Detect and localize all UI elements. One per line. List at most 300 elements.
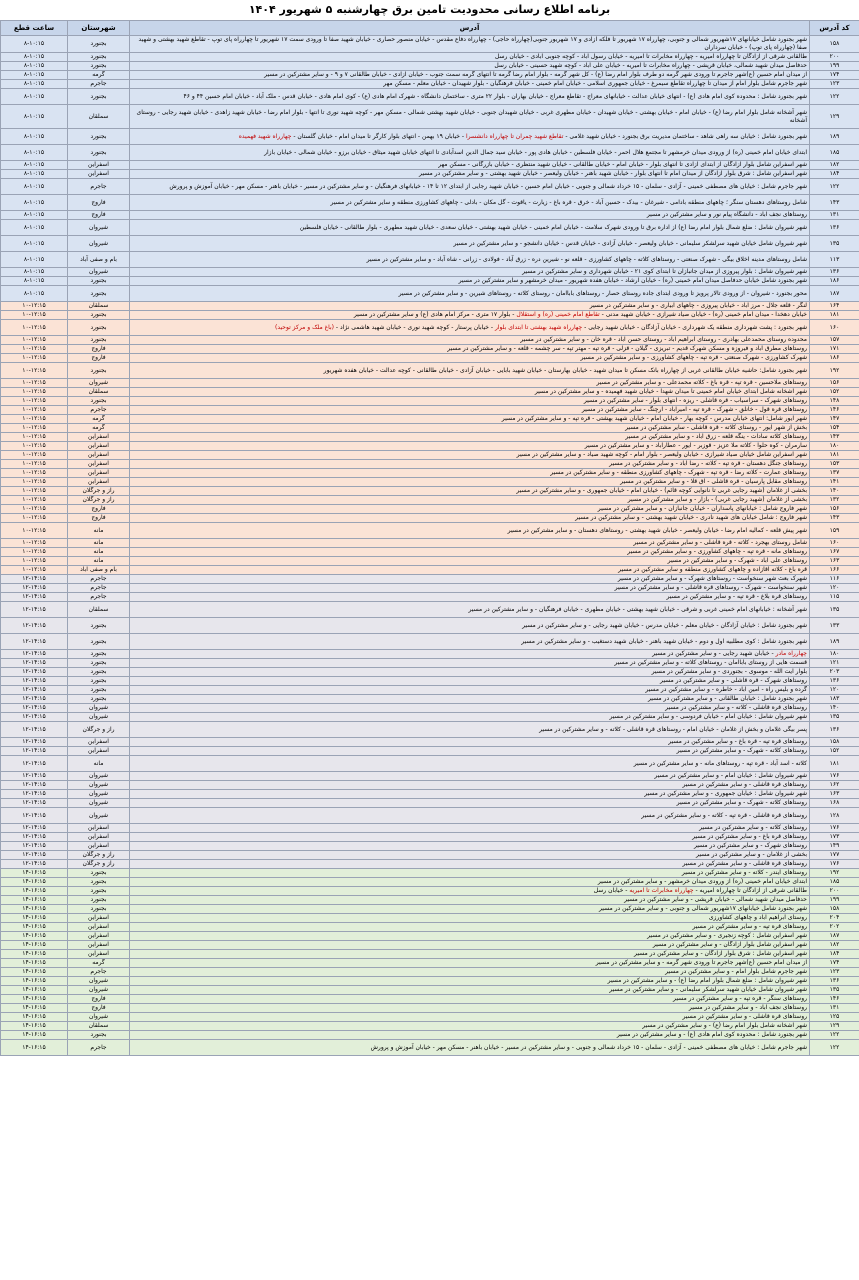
cell-address: شهر پیش قلعه - کمالیه امام رضا - خیابان ولیعصر - خیابان شهید بهشتی - روستاهای دهستان - و سایر مشترکین در مسیر (130, 523, 810, 539)
cell-address: لنگر - قلعه جلال - مرز آباد - خیابان پیروزی - چاههای آبیاری - و سایر مشترکین در مسیر (130, 302, 810, 311)
cell-code: ۱۶۶ (810, 566, 859, 575)
cell-code: ۱۵۶ (810, 505, 859, 514)
cell-address: شهر بجنورد شامل خیابانهای ۱۷شهریور شمالی و جنوبی - و سایر مشترکین در مسیر (130, 905, 810, 914)
cell-city: راز و جرگلان (68, 496, 130, 505)
cell-time: ۱۰-۱۲:۱۵ (1, 433, 68, 442)
table-row (1, 415, 859, 424)
cell-city: اسفراین (68, 747, 130, 756)
table-row (1, 722, 859, 738)
table-row (1, 695, 859, 704)
table-row (1, 968, 859, 977)
cell-time: ۱۰-۱۲:۱۵ (1, 363, 68, 379)
cell-address: روستاهای شهرک - و سایر مشترکین در مسیر (130, 842, 810, 851)
cell-time: ۱۰-۱۲:۱۵ (1, 451, 68, 460)
table-row (1, 833, 859, 842)
table-row (1, 514, 859, 523)
cell-code: ۱۹۹ (810, 62, 859, 71)
cell-time: ۱۰-۱۲:۱۵ (1, 320, 68, 336)
cell-code: ۱۲۸ (810, 808, 859, 824)
table-row (1, 211, 859, 220)
cell-city: مانه (68, 539, 130, 548)
cell-time: ۱۲-۱۴:۱۵ (1, 860, 68, 869)
cell-code: ۱۶۰ (810, 320, 859, 336)
table-row (1, 1031, 859, 1040)
cell-time: ۱۴-۱۶:۱۵ (1, 914, 68, 923)
cell-code: ۱۳۶ (810, 677, 859, 686)
cell-code: ۱۸۵ (810, 145, 859, 161)
cell-city: سملقان (68, 105, 130, 129)
table-row (1, 584, 859, 593)
table-row (1, 869, 859, 878)
cell-code: ۱۲۲ (810, 1040, 859, 1056)
cell-city: سملقان (68, 388, 130, 397)
cell-code: ۱۱۶ (810, 575, 859, 584)
cell-time: ۱۲-۱۴:۱۵ (1, 790, 68, 799)
cell-address: شهر شیروان شامل : خیابان امام - و سایر مشترکین در مسیر (130, 772, 810, 781)
table-row (1, 747, 859, 756)
cell-city: مانه (68, 557, 130, 566)
cell-address: روستاهای کلاته - شهرک - و سایر مشترکین در مسیر (130, 747, 810, 756)
cell-address: چهارراه مادر - خیابان شهید رجایی - و سایر مشترکین در مسیر (130, 650, 810, 659)
cell-time: ۱۰-۱۲:۱۵ (1, 397, 68, 406)
cell-city: جاجرم (68, 593, 130, 602)
cell-code: ۱۸۹ (810, 129, 859, 145)
cell-city: بجنورد (68, 887, 130, 896)
cell-code: ۱۳۵ (810, 713, 859, 722)
cell-code: ۱۶۷ (810, 548, 859, 557)
cell-time: ۱۰-۱۲:۱۵ (1, 539, 68, 548)
table-row (1, 704, 859, 713)
cell-code: ۱۴۰ (810, 487, 859, 496)
cell-code: ۱۴۰ (810, 704, 859, 713)
cell-city: اسفراین (68, 442, 130, 451)
cell-address: شهر بجنورد : پشت شهرداری منطقه یک شهرداری - خیابان آزادگان - خیابان شهید رجایی - چهارراه شهید بهشتی تا ابتدای بلوار - خیابان پرستار - کوچه شهید نوری - خیابان شهید هاشمی نژاد - (باغ ملک و مرکز توحید) (130, 320, 810, 336)
cell-time: ۱۴-۱۶:۱۵ (1, 878, 68, 887)
table-row (1, 62, 859, 71)
cell-time: ۱۲-۱۴:۱۵ (1, 851, 68, 860)
cell-time: ۸-۱۰:۱۵ (1, 129, 68, 145)
cell-address: روستاهای قره قاشلی - و سایر مشترکین در مسیر (130, 781, 810, 790)
table-row (1, 914, 859, 923)
cell-city: اسفراین (68, 932, 130, 941)
cell-address: روستاهای شهرک - قره قاشلی - و سایر مشترکین در مسیر (130, 677, 810, 686)
cell-code: ۱۲۲ (810, 89, 859, 105)
cell-code: ۱۳۵ (810, 986, 859, 995)
table-row (1, 557, 859, 566)
cell-city: بام و صفی آباد (68, 252, 130, 268)
cell-address: محور بجنورد - شیروان - از ورودی تالار پرویز تا ورودی ابتدای جاده روستای حصار - روستاهای باباامان - روستای کلاته - روستاهای شیرین - و سایر مشترکین در مسیر (130, 286, 810, 302)
cell-code: ۱۶۸ (810, 799, 859, 808)
cell-city: بجنورد (68, 363, 130, 379)
cell-city: اسفراین (68, 950, 130, 959)
cell-address: شهر فاروج شامل : خیابانهای پاسداران - خیابان جانبازان - و سایر مشترکین در مسیر (130, 505, 810, 514)
cell-city: شیروان (68, 236, 130, 252)
cell-time: ۱۴-۱۶:۱۵ (1, 995, 68, 1004)
cell-code: ۱۵۳ (810, 460, 859, 469)
cell-address: روستاهای قره قاشلی - کلاته - و سایر مشترکین در مسیر (130, 704, 810, 713)
cell-time: ۱۲-۱۴:۱۵ (1, 650, 68, 659)
cell-time: ۱۰-۱۲:۱۵ (1, 311, 68, 320)
cell-time: ۱۰-۱۲:۱۵ (1, 557, 68, 566)
cell-address: روستاهای قره قاشلی - و سایر مشترکین در مسیر (130, 1013, 810, 1022)
cell-city: اسفراین (68, 914, 130, 923)
cell-code: ۱۲۲ (810, 179, 859, 195)
cell-city: بجنورد (68, 286, 130, 302)
cell-code: ۱۲۵ (810, 1013, 859, 1022)
cell-address: شهر شیروان شامل : بلوار پیروزی از میدان جانبازان تا ابتدای کوی ۲۱ - خیابان شهرداری و سایر مشترکین در مسیر (130, 268, 810, 277)
table-body (1, 36, 859, 1056)
cell-code: ۱۳۱ (810, 1004, 859, 1013)
cell-city: اسفراین (68, 941, 130, 950)
cell-code: ۱۸۶ (810, 354, 859, 363)
cell-code: ۱۳۱ (810, 211, 859, 220)
cell-city: جاجرم (68, 575, 130, 584)
table-row (1, 320, 859, 336)
cell-city: اسفراین (68, 469, 130, 478)
cell-city: سملقان (68, 302, 130, 311)
cell-city: بجنورد (68, 668, 130, 677)
table-row (1, 433, 859, 442)
cell-time: ۱۰-۱۲:۱۵ (1, 460, 68, 469)
cell-address: قسمت هایی از روستای باباامان - روستاهای کلاته - و سایر مشترکین در مسیر (130, 659, 810, 668)
cell-time: ۱۴-۱۶:۱۵ (1, 1013, 68, 1022)
column-header-city: شهرستان (68, 21, 130, 36)
cell-code: ۱۷۴ (810, 959, 859, 968)
table-row (1, 236, 859, 252)
cell-city: سملقان (68, 1022, 130, 1031)
cell-address: روستاهای نجف آباد - دانشگاه پیام نور و سایر مشترکین در مسیر (130, 211, 810, 220)
cell-address: شامل روستای بهجرد - کلاته - قره قاشلی - و سایر مشترکین در مسیر (130, 539, 810, 548)
cell-code: ۱۷۶ (810, 824, 859, 833)
table-row (1, 808, 859, 824)
cell-address: روستاهای قره بلاغ - قره تپه - و سایر مشترکین در مسیر (130, 593, 810, 602)
cell-code: ۱۶۰ (810, 539, 859, 548)
cell-time: ۱۴-۱۶:۱۵ (1, 896, 68, 905)
cell-time: ۱۰-۱۲:۱۵ (1, 496, 68, 505)
cell-address: شهر جاجرم شامل بلوار امام - و سایر مشترکین در مسیر (130, 968, 810, 977)
table-row (1, 388, 859, 397)
table-row (1, 756, 859, 772)
table-row (1, 539, 859, 548)
cell-city: جاجرم (68, 1040, 130, 1056)
cell-code: ۱۷۶ (810, 772, 859, 781)
cell-city: جاجرم (68, 584, 130, 593)
cell-code: ۲۰۲ (810, 923, 859, 932)
cell-address: ابتدای خیابان امام خمینی (ره) از ورودی میدان خرمشهر تا مجتمع هلال احمر - خیابان فلسطین - خیابان هادی پور - خیابان سید جمال الدین اسدآبادی تا انتهای خیابان شهید میثاق - خیابان برزو - خیابان شمالی - خیابان بازار (130, 145, 810, 161)
cell-code: ۱۱۵ (810, 593, 859, 602)
table-row (1, 451, 859, 460)
cell-city: سملقان (68, 602, 130, 618)
table-header (1, 21, 859, 36)
table-row (1, 799, 859, 808)
cell-time: ۱۰-۱۲:۱۵ (1, 523, 68, 539)
table-row (1, 379, 859, 388)
cell-city: اسفراین (68, 738, 130, 747)
cell-time: ۸-۱۰:۱۵ (1, 252, 68, 268)
cell-city: فاروج (68, 995, 130, 1004)
cell-city: فاروج (68, 211, 130, 220)
cell-code: ۱۵۹ (810, 523, 859, 539)
cell-city: بجنورد (68, 89, 130, 105)
cell-city: راز و جرگلان (68, 722, 130, 738)
cell-address: شامل روستاهای مدینه اخلاق بیگی - شهرک صنعتی - روستاهای کلاته - چاههای کشاورزی - قلعه نو - شیرین دره - زرق آباد - فولادی - زرانی - شاه آباد - و سایر مشترکین در مسیر (130, 252, 810, 268)
cell-time: ۱۰-۱۲:۱۵ (1, 566, 68, 575)
table-row (1, 478, 859, 487)
cell-code: ۱۳۵ (810, 602, 859, 618)
cell-city: بجنورد (68, 336, 130, 345)
cell-address: روستاهای عمارت - کلاته رضا - قره تپه - شهرک - چاههای کشاورزی منطقه - و سایر مشترکین در مسیر (130, 469, 810, 478)
cell-code: ۱۲۱ (810, 659, 859, 668)
cell-code: ۱۴۶ (810, 406, 859, 415)
column-header-code: کد آدرس (810, 21, 859, 36)
cell-address: روستاهای مانه - قره تپه - چاههای کشاورزی - و سایر مشترکین در مسیر (130, 548, 810, 557)
cell-city: شیروان (68, 268, 130, 277)
table-row (1, 950, 859, 959)
cell-address: شهر آشخانه : خیابانهای امام خمینی غربی و شرقی - خیابان شهید بهشتی - خیابان مطهری - خیابان فرهنگیان - و سایر مشترکین در مسیر (130, 602, 810, 618)
cell-time: ۱۲-۱۴:۱۵ (1, 704, 68, 713)
cell-time: ۱۴-۱۶:۱۵ (1, 887, 68, 896)
cell-city: اسفراین (68, 161, 130, 170)
cell-city: اسفراین (68, 433, 130, 442)
cell-time: ۸-۱۰:۱۵ (1, 105, 68, 129)
cell-city: راز و جرگلان (68, 487, 130, 496)
table-row (1, 650, 859, 659)
cell-city: راز و جرگلان (68, 851, 130, 860)
cell-city: بجنورد (68, 896, 130, 905)
table-row (1, 887, 859, 896)
cell-code: ۱۵۸ (810, 905, 859, 914)
cell-time: ۱۴-۱۶:۱۵ (1, 905, 68, 914)
cell-time: ۱۰-۱۲:۱۵ (1, 388, 68, 397)
cell-time: ۱۲-۱۴:۱۵ (1, 781, 68, 790)
cell-code: ۱۴۶ (810, 995, 859, 1004)
table-row (1, 424, 859, 433)
table-row (1, 593, 859, 602)
cell-code: ۱۳۶ (810, 977, 859, 986)
cell-city: بجنورد (68, 277, 130, 286)
cell-time: ۸-۱۰:۱۵ (1, 179, 68, 195)
cell-city: شیروان (68, 1013, 130, 1022)
table-row (1, 932, 859, 941)
cell-address: طالقانی شرقی از آزادگان تا چهارراه امیریه - چهارراه مخابرات تا امیریه - خیابان رسل (130, 887, 810, 896)
table-row (1, 354, 859, 363)
cell-city: بجنورد (68, 62, 130, 71)
cell-time: ۱۰-۱۲:۱۵ (1, 345, 68, 354)
cell-address: روستاهای سنگر - قره تپه - و سایر مشترکین در مسیر (130, 995, 810, 1004)
cell-address: بخشی از غلامان - و سایر مشترکین در مسیر (130, 851, 810, 860)
cell-time: ۱۰-۱۲:۱۵ (1, 548, 68, 557)
cell-time: ۱۲-۱۴:۱۵ (1, 833, 68, 842)
cell-code: ۲۰۴ (810, 914, 859, 923)
cell-address: از میدان امام حسین (ع)شهر جاجرم تا ورودی شهر گرمه - و سایر مشترکین در مسیر (130, 959, 810, 968)
cell-code: ۱۴۹ (810, 842, 859, 851)
cell-time: ۸-۱۰:۱۵ (1, 71, 68, 80)
cell-address: روستاهای قره قاشلی - و سایر مشترکین در مسیر (130, 860, 810, 869)
cell-code: ۱۴۱ (810, 478, 859, 487)
cell-time: ۱۴-۱۶:۱۵ (1, 977, 68, 986)
cell-code: ۱۳۷ (810, 469, 859, 478)
cell-city: بجنورد (68, 905, 130, 914)
cell-city: اسفراین (68, 460, 130, 469)
table-row (1, 986, 859, 995)
cell-address: شهر بجنورد شامل : خیابان سه راهی شاهد - ساختمان مدیریت برق بجنورد - خیابان شهید غلامی - تقاطع شهید چمران تا چهارراه دانشسرا - خیابان ۱۹ بهمن - انتهای بلوار کارگر تا میدان امام - خیابان گلستان - چهارراه شهید فهمیده (130, 129, 810, 145)
cell-code: ۱۷۱ (810, 345, 859, 354)
cell-address: روستاهای قره قول - خانلق - شهرک - قره تپه - امیرآباد - ارچنگ - سایر مشترکین در مسیر (130, 406, 810, 415)
cell-code: ۱۱۳ (810, 252, 859, 268)
cell-address: شهر بجنورد شامل : محدوده کوی امام هادی (ع) - و سایر مشترکین در مسیر (130, 1031, 810, 1040)
cell-city: جاجرم (68, 968, 130, 977)
table-row (1, 268, 859, 277)
cell-time: ۸-۱۰:۱۵ (1, 211, 68, 220)
cell-address: شهر جاجرم شامل : خیابان های مصطفی خمینی - آزادی - سلمان - ۱۵ خرداد شمالی و جنوبی - و سایر مشترکین در مسیر - خیابان باهنر - مسکن مهر - خیابان آموزش و پرورش (130, 1040, 810, 1056)
cell-code: ۱۷۳ (810, 833, 859, 842)
cell-time: ۱۰-۱۲:۱۵ (1, 469, 68, 478)
cell-code: ۱۳۲ (810, 496, 859, 505)
cell-city: بجنورد (68, 311, 130, 320)
cell-code: ۱۴۳ (810, 514, 859, 523)
cell-city: شیروان (68, 799, 130, 808)
cell-address: گرده و بلیس راه - امین آباد - خاطره - و سایر مشترکین در مسیر (130, 686, 810, 695)
cell-address: شهر اسفراین شامل خیابان صیاد شیرازی - خیابان ولیعصر - بلوار امام - کوچه شهید صیاد - و سایر مشترکین در مسیر (130, 451, 810, 460)
cell-code: ۱۸۳ (810, 695, 859, 704)
cell-code: ۱۹۹ (810, 896, 859, 905)
cell-time: ۱۴-۱۶:۱۵ (1, 1031, 68, 1040)
table-row (1, 1004, 859, 1013)
cell-city: بجنورد (68, 677, 130, 686)
table-row (1, 548, 859, 557)
cell-city: بجنورد (68, 129, 130, 145)
cell-code: ۱۲۹ (810, 1022, 859, 1031)
cell-address: روستاهای قره قاشلی - قره تپه - کلاته - و سایر مشترکین در مسیر (130, 808, 810, 824)
cell-city: جاجرم (68, 179, 130, 195)
cell-city: شیروان (68, 713, 130, 722)
cell-address: شهر شیروان شامل : خیابان امام - خیابان فردوسی - و سایر مشترکین در مسیر (130, 713, 810, 722)
cell-city: گرمه (68, 959, 130, 968)
cell-city: بجنورد (68, 659, 130, 668)
cell-code: ۱۹۲ (810, 363, 859, 379)
table-row (1, 905, 859, 914)
cell-time: ۱۰-۱۲:۱۵ (1, 442, 68, 451)
table-row (1, 89, 859, 105)
table-row (1, 105, 859, 129)
cell-address: شهر بجنورد شامل خیابان حدفاصل میدان امام خمینی (ره) - خیابان ارشاد - خیابان هفده شهریور - میدان خرمشهر و سایر مشترکین در مسیر (130, 277, 810, 286)
cell-code: ۱۸۶ (810, 277, 859, 286)
cell-code: ۱۴۷ (810, 415, 859, 424)
cell-code: ۱۳۵ (810, 236, 859, 252)
cell-time: ۸-۱۰:۱۵ (1, 220, 68, 236)
cell-address: حدفاصل میدان شهید شمالی، خیابان قریشی - چهارراه مخابرات تا امیریه - خیابان علی آباد - کوچه شهید حسینی - خیابان رسل (130, 62, 810, 71)
cell-code: ۱۴۳ (810, 433, 859, 442)
cell-city: اسفراین (68, 451, 130, 460)
cell-city: اسفراین (68, 478, 130, 487)
cell-time: ۸-۱۰:۱۵ (1, 36, 68, 53)
cell-address: روستاهای قره باغ - و سایر مشترکین در مسیر (130, 833, 810, 842)
table-row (1, 575, 859, 584)
table-row (1, 772, 859, 781)
cell-address: شهر شیروان شامل : ضلع شمال بلوار امام رضا (ع) - و سایر مشترکین در مسیر (130, 977, 810, 986)
cell-code: ۱۳۶ (810, 268, 859, 277)
cell-address: روستاهای کلاته سادات - ینگه قلعه - زرق آباد - و سایر مشترکین در مسیر (130, 433, 810, 442)
cell-time: ۱۰-۱۲:۱۵ (1, 406, 68, 415)
cell-address: شهر بجنورد شامل: حاشیه خیابان طالقانی غربی از چهارراه بانک مسکن تا میدان شهید - خیابان بهارستان - خیابان شهید بابایی - خیابان آزادی - خیابان طالقانی - کوچه عدالت - خیابان هفده شهریور (130, 363, 810, 379)
cell-city: بجنورد (68, 869, 130, 878)
table-row (1, 53, 859, 62)
table-row (1, 842, 859, 851)
cell-code: ۱۷۴ (810, 71, 859, 80)
table-row (1, 286, 859, 302)
cell-address: روستاهای علی آباد - شهرک - و سایر مشترکین در مسیر (130, 557, 810, 566)
cell-time: ۱۲-۱۴:۱۵ (1, 695, 68, 704)
cell-time: ۱۰-۱۲:۱۵ (1, 379, 68, 388)
cell-code: ۱۷۶ (810, 860, 859, 869)
cell-city: بجنورد (68, 1031, 130, 1040)
cell-code: ۱۶۴ (810, 302, 859, 311)
cell-address: روستاهای قره تپه - قره باغ - و سایر مشترکین در مسیر (130, 738, 810, 747)
cell-address: پسر بیگی غلامان و بخش از غلامان - خیابان امام - روستاهای قره قاشلی - کلاته - و سایر مشترکین در مسیر (130, 722, 810, 738)
table-row (1, 896, 859, 905)
cell-code: ۱۹۲ (810, 869, 859, 878)
cell-city: مانه (68, 756, 130, 772)
cell-address: طالقانی شرقی از آزادگان تا چهارراه امیریه - چهارراه مخابرات تا امیریه - خیابان رسول آباد - کوچه جنوبی آبادی - خیابان رسل (130, 53, 810, 62)
table-row (1, 220, 859, 236)
cell-code: ۱۲۳ (810, 968, 859, 977)
cell-time: ۱۰-۱۲:۱۵ (1, 415, 68, 424)
table-row (1, 824, 859, 833)
cell-code: ۱۵۴ (810, 424, 859, 433)
table-row (1, 1040, 859, 1056)
table-row (1, 397, 859, 406)
cell-code: ۱۲۲ (810, 1031, 859, 1040)
cell-city: فاروج (68, 514, 130, 523)
cell-city: بجنورد (68, 320, 130, 336)
cell-address: شهر جاجرم شامل بلوار امام از میدان تا چهارراه تقاطع سیمرغ - خیابان جمهوری اسلامی - خیابان امام خمینی - خیابان فرهنگیان - بلوار شهیدان - خیابان معلم - مسکن مهر (130, 80, 810, 89)
cell-address: روستای ابراهیم آباد و چاههای کشاورزی (130, 914, 810, 923)
cell-time: ۱۲-۱۴:۱۵ (1, 842, 68, 851)
cell-code: ۱۵۷ (810, 336, 859, 345)
table-row (1, 277, 859, 286)
table-row (1, 713, 859, 722)
cell-address: از میدان امام حسین (ع)شهر جاجرم تا ورودی شهر گرمه دو طرف بلوار امام رضا (ع) - کل شهر گرمه - بلوار امام رضا گرمه تا انتهای گرمه سمت جنوب - خیابان آزادی - خیابان طالقانی ۷ و ۹ - و سایر مشترکین در مسیر (130, 71, 810, 80)
cell-time: ۱۲-۱۴:۱۵ (1, 772, 68, 781)
schedule-table (0, 20, 859, 1056)
cell-code: ۱۶۲ (810, 781, 859, 790)
cell-time: ۸-۱۰:۱۵ (1, 145, 68, 161)
table-row (1, 311, 859, 320)
table-row (1, 129, 859, 145)
cell-address: شهر سنخواست - شهرک - روستاهای قره قاشلی - و سایر مشترکین در مسیر (130, 584, 810, 593)
cell-address: روستاهای شهرک - سرآسیاب - قره قاشلی - ریزه - انتهای بلوار - سایر مشترکین در مسیر (130, 397, 810, 406)
cell-city: اسفراین (68, 170, 130, 179)
cell-address: ابتدای خیابان امام خمینی (ره) از ورودی میدان خرمشهر - و سایر مشترکین در مسیر (130, 878, 810, 887)
cell-time: ۱۲-۱۴:۱۵ (1, 808, 68, 824)
table-row (1, 602, 859, 618)
page-title: برنامه اطلاع رسانی محدودیت تامین برق چهارشنبه ۵ شهریور ۱۴۰۴ (0, 0, 859, 21)
cell-time: ۸-۱۰:۱۵ (1, 161, 68, 170)
cell-time: ۱۲-۱۴:۱۵ (1, 713, 68, 722)
table-row (1, 566, 859, 575)
cell-time: ۸-۱۰:۱۵ (1, 62, 68, 71)
cell-address: کلاته - اسد آباد - قره تپه - روستاهای مانه - و سایر مشترکین در مسیر (130, 756, 810, 772)
cell-time: ۸-۱۰:۱۵ (1, 53, 68, 62)
cell-address: روستاهای مطرق آباد و فیروزه و مسکن شهرک قدیم - تبریزی - گیلان - قزلی - قره تپه - مهتر تپه - سر چشمه - قلعه - و سایر مشترکین در مسیر (130, 345, 810, 354)
cell-address: بلوار آیت الله - موسوی - بجنوردی - و سایر مشترکین در مسیر (130, 668, 810, 677)
cell-city: شیروان (68, 808, 130, 824)
cell-city: بجنورد (68, 878, 130, 887)
cell-time: ۸-۱۰:۱۵ (1, 236, 68, 252)
table-row (1, 923, 859, 932)
table-row (1, 659, 859, 668)
cell-address: شهر اسفراین شامل : شرق بلوار آزادگان - و سایر مشترکین در مسیر (130, 950, 810, 959)
